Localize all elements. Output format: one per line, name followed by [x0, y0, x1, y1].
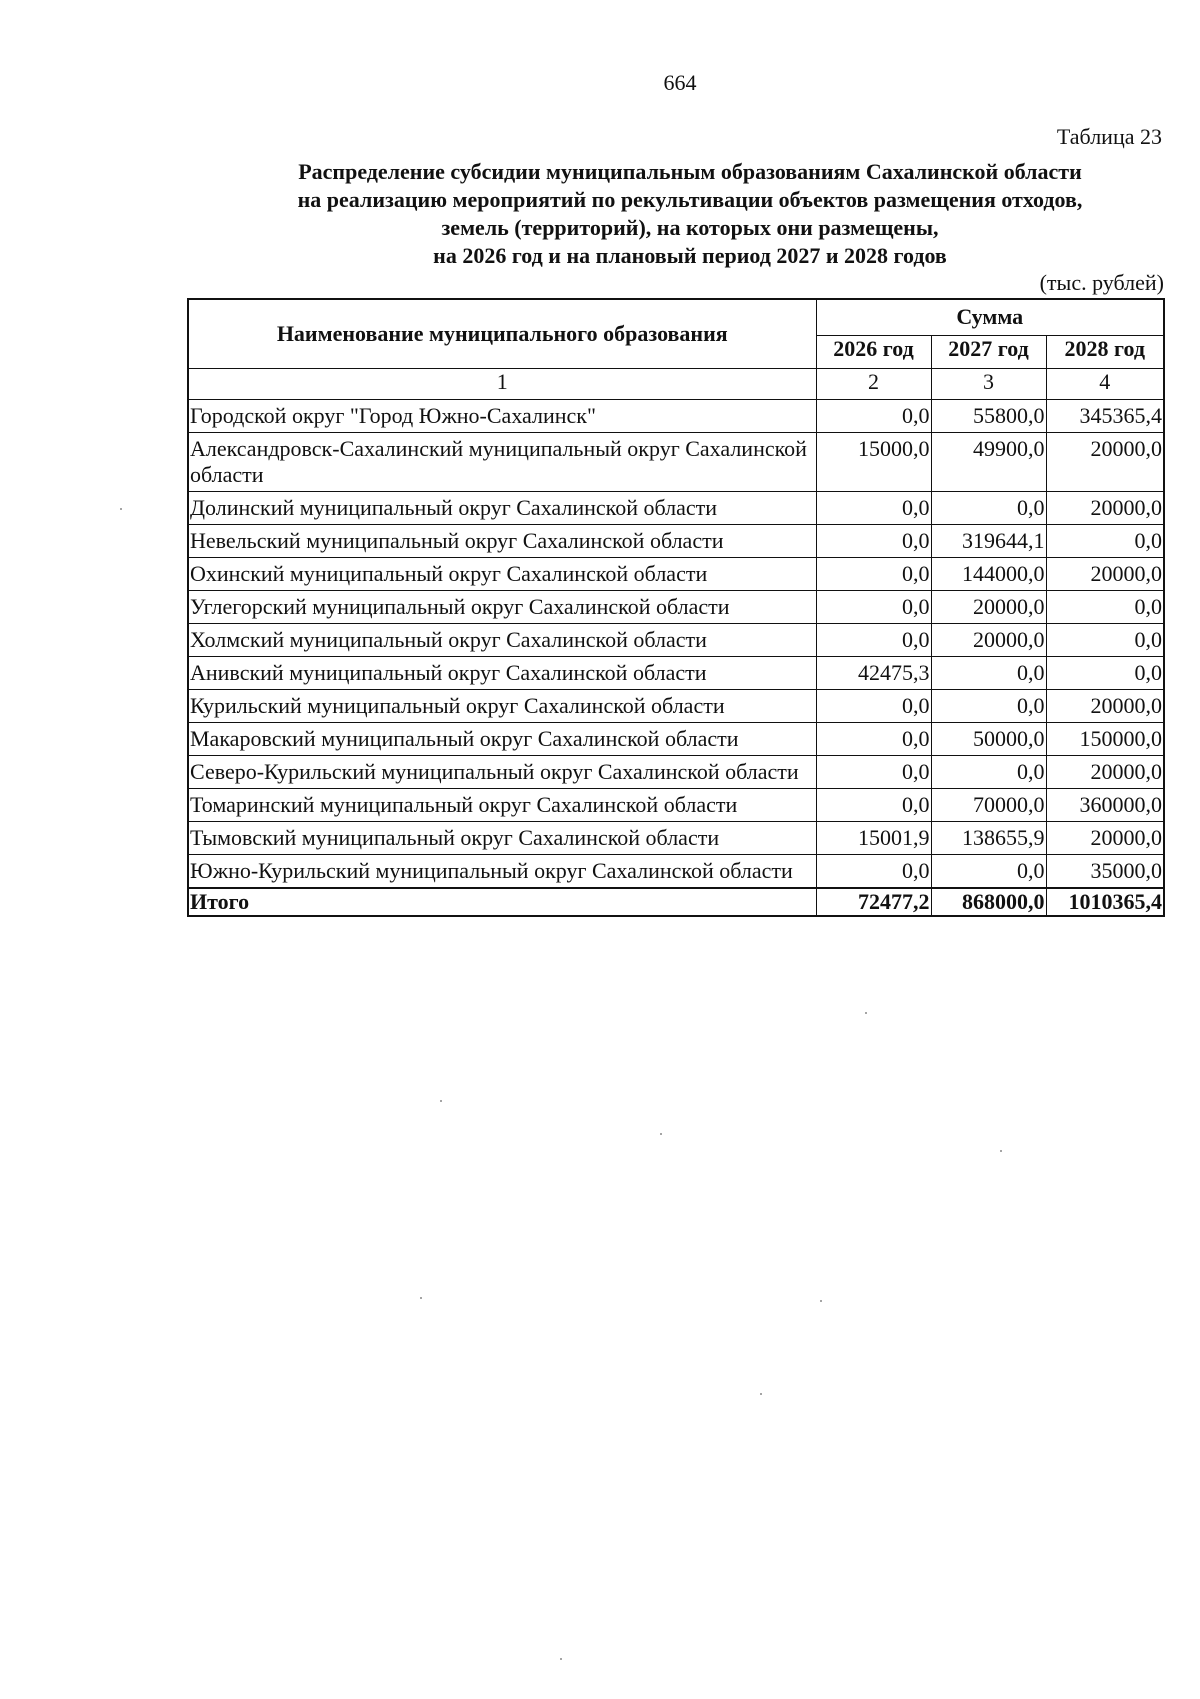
municipality-name: Невельский муниципальный округ Сахалинской области [188, 525, 816, 558]
total-2027: 868000,0 [931, 888, 1046, 916]
amount-2026: 0,0 [816, 855, 931, 889]
table-row [188, 855, 1164, 889]
amount-2028: 150000,0 [1046, 723, 1164, 756]
amount-2026: 0,0 [816, 723, 931, 756]
scan-speck [760, 1393, 762, 1395]
municipality-name: Холмский муниципальный округ Сахалинской области [188, 624, 816, 657]
amount-2027: 319644,1 [931, 525, 1046, 558]
amount-2027: 138655,9 [931, 822, 1046, 855]
amount-2026: 15001,9 [816, 822, 931, 855]
header-year-2026: 2026 год [816, 335, 931, 368]
column-number: 4 [1046, 369, 1164, 400]
municipality-name: Городской округ "Город Южно-Сахалинск" [188, 400, 816, 433]
amount-2028: 20000,0 [1046, 756, 1164, 789]
amount-2026: 0,0 [816, 591, 931, 624]
amount-2026: 0,0 [816, 690, 931, 723]
amount-2028: 20000,0 [1046, 492, 1164, 525]
municipality-name: Северо-Курильский муниципальный округ Сахалинской области [188, 756, 816, 789]
amount-2027: 0,0 [931, 492, 1046, 525]
amount-2028: 20000,0 [1046, 822, 1164, 855]
municipality-name: Углегорский муниципальный округ Сахалинской области [188, 591, 816, 624]
municipality-name: Томаринский муниципальный округ Сахалинской области [188, 789, 816, 822]
amount-2026: 0,0 [816, 525, 931, 558]
amount-2027: 0,0 [931, 756, 1046, 789]
table-row [188, 789, 1164, 822]
scan-speck [560, 1658, 562, 1660]
amount-2028: 0,0 [1046, 525, 1164, 558]
municipality-name: Тымовский муниципальный округ Сахалинской области [188, 822, 816, 855]
amount-2026: 0,0 [816, 756, 931, 789]
municipality-name: Охинский муниципальный округ Сахалинской области [188, 558, 816, 591]
amount-2027: 144000,0 [931, 558, 1046, 591]
table-row [188, 591, 1164, 624]
table-row [188, 756, 1164, 789]
amount-2028: 35000,0 [1046, 855, 1164, 889]
scan-speck [660, 1133, 662, 1135]
amount-2026: 0,0 [816, 558, 931, 591]
amount-2026: 42475,3 [816, 657, 931, 690]
header-sum: Сумма [816, 299, 1164, 335]
table-row [188, 690, 1164, 723]
title-line: земель (территорий), на которых они размещены, [441, 215, 939, 240]
municipality-name: Курильский муниципальный округ Сахалинской области [188, 690, 816, 723]
scan-speck [120, 508, 122, 510]
amount-2027: 20000,0 [931, 591, 1046, 624]
amount-2027: 50000,0 [931, 723, 1046, 756]
amount-2027: 20000,0 [931, 624, 1046, 657]
table-row [188, 558, 1164, 591]
column-number: 2 [816, 369, 931, 400]
title-line: Распределение субсидии муниципальным образованиям Сахалинской области [298, 159, 1082, 184]
title-line: на реализацию мероприятий по рекультивации объектов размещения отходов, [297, 187, 1083, 212]
units-label: (тыс. рублей) [1039, 270, 1164, 295]
table-row [188, 822, 1164, 855]
scan-speck [820, 1300, 822, 1302]
amount-2027: 0,0 [931, 855, 1046, 889]
amount-2028: 0,0 [1046, 624, 1164, 657]
table-label: Таблица 23 [1056, 124, 1162, 149]
amount-2026: 15000,0 [816, 433, 931, 492]
header-year-2027: 2027 год [931, 335, 1046, 368]
page-number: 664 [663, 70, 697, 95]
title-line: на 2026 год и на плановый период 2027 и 2028 годов [433, 243, 947, 268]
column-numbers-row [188, 369, 1164, 400]
amount-2028: 360000,0 [1046, 789, 1164, 822]
municipality-name: Анивский муниципальный округ Сахалинской области [188, 657, 816, 690]
municipality-name: Долинский муниципальный округ Сахалинской области [188, 492, 816, 525]
subsidy-table [187, 298, 1165, 917]
municipality-name: Южно-Курильский муниципальный округ Сахалинской области [188, 855, 816, 889]
amount-2026: 0,0 [816, 624, 931, 657]
amount-2028: 20000,0 [1046, 433, 1164, 492]
amount-2028: 0,0 [1046, 657, 1164, 690]
amount-2026: 0,0 [816, 400, 931, 433]
table-row [188, 400, 1164, 433]
amount-2027: 0,0 [931, 657, 1046, 690]
amount-2028: 20000,0 [1046, 690, 1164, 723]
total-label: Итого [188, 888, 816, 916]
scan-speck [440, 1100, 442, 1102]
scan-speck [1000, 1150, 1002, 1152]
amount-2027: 55800,0 [931, 400, 1046, 433]
column-number: 3 [931, 369, 1046, 400]
amount-2026: 0,0 [816, 789, 931, 822]
table-row [188, 723, 1164, 756]
amount-2028: 0,0 [1046, 591, 1164, 624]
municipality-name: Макаровский муниципальный округ Сахалинской области [188, 723, 816, 756]
table-title [190, 158, 1190, 270]
municipality-name: Александровск-Сахалинский муниципальный округ Сахалинской области [188, 433, 816, 492]
amount-2028: 345365,4 [1046, 400, 1164, 433]
table-row [188, 624, 1164, 657]
scan-speck [865, 1012, 867, 1014]
column-number: 1 [188, 369, 816, 400]
amount-2026: 0,0 [816, 492, 931, 525]
table-row [188, 657, 1164, 690]
amount-2027: 0,0 [931, 690, 1046, 723]
total-2028: 1010365,4 [1046, 888, 1164, 916]
total-2026: 72477,2 [816, 888, 931, 916]
table-row [188, 492, 1164, 525]
table-row [188, 433, 1164, 492]
header-year-2028: 2028 год [1046, 335, 1164, 368]
scan-speck [420, 1297, 422, 1299]
amount-2028: 20000,0 [1046, 558, 1164, 591]
header-name: Наименование муниципального образования [188, 299, 816, 369]
table-row [188, 525, 1164, 558]
amount-2027: 70000,0 [931, 789, 1046, 822]
total-row [188, 888, 1164, 916]
amount-2027: 49900,0 [931, 433, 1046, 492]
